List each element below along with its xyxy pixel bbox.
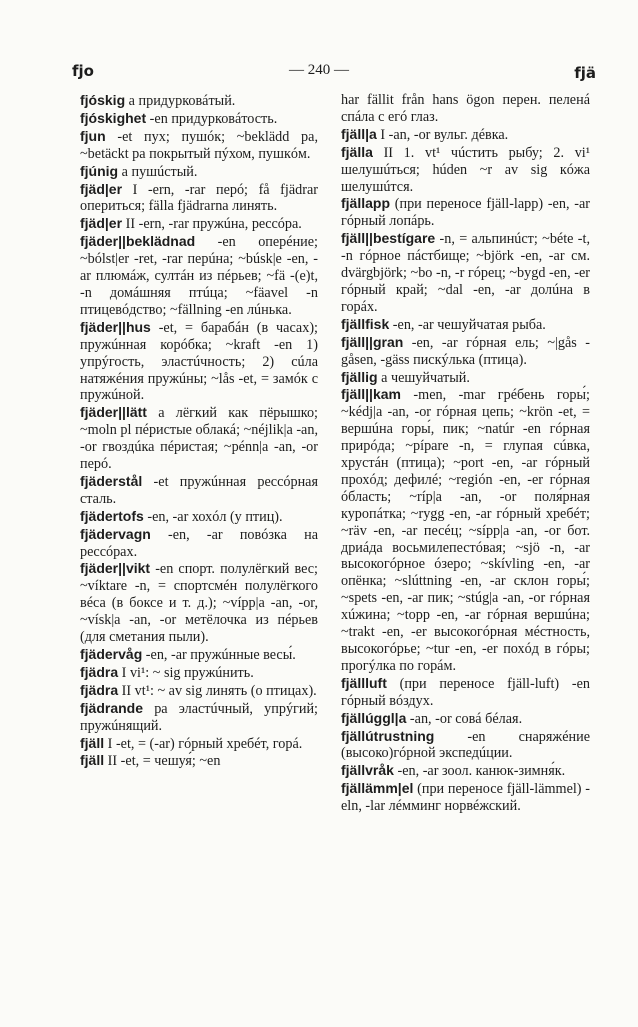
dictionary-entry	[341, 728, 590, 763]
dictionary-entry	[341, 369, 590, 387]
dictionary-entry	[80, 163, 318, 181]
headword: fjäll|a	[341, 125, 377, 142]
dictionary-entry	[80, 664, 318, 682]
dictionary-entry	[341, 334, 590, 369]
dictionary-entry	[80, 700, 318, 735]
right-column	[341, 92, 590, 992]
headword: fjädervagn	[80, 525, 151, 542]
left-column	[80, 92, 318, 992]
headword: fjóskighet	[80, 109, 147, 126]
entry-definition: -en, -ar гóрная ель; ~|gås -gåsen, -gäss пискýлька (птица).	[341, 334, 590, 368]
dictionary-entry	[341, 316, 590, 334]
headword: fjädrande	[80, 699, 144, 716]
entry-definition: -n, = альпинúст; ~béte -t, -n гóрное пáстбище; ~björk -en, -ar см. dvärgbjörk; ~bo -n, -r гóрец; ~bygd -en, -er гóрный край; ~dal -en, -ar долúна в горáх.	[341, 231, 590, 315]
right-guide-word: fjä	[574, 64, 596, 82]
left-guide-word: fjo	[72, 62, 94, 80]
dictionary-entry	[80, 233, 318, 319]
headword: fjällúggl|a	[341, 709, 407, 726]
entry-definition: a чешуйчатый.	[377, 369, 470, 386]
entry-definition: (при переносе fjäll-luft) -en гóрный вóздух.	[341, 675, 590, 709]
headword: fjäll||kam	[341, 386, 401, 403]
dictionary-entry	[80, 752, 318, 770]
headword: fjällluft	[341, 674, 387, 691]
dictionary-entry	[80, 735, 318, 753]
entry-definition: -en, -ar чешуйчатая рыба.	[389, 316, 546, 333]
headword: fjäder||vikt	[80, 560, 151, 577]
entry-definition: II 1. vt¹ чúстить рыбу; 2. vi¹ шелушúться; húden ~r av sig кóжа шелушúтся.	[341, 144, 590, 195]
entry-definition: -en, -ar повóзка на peccóрах.	[80, 526, 318, 560]
headword: fjällvråk	[341, 762, 394, 779]
headword: fjädra	[80, 681, 119, 698]
headword: fjun	[80, 127, 106, 144]
headword: fjälla	[341, 143, 373, 160]
entry-definition: II -ern, -rar пружúна, peccóра.	[122, 216, 302, 233]
dictionary-entry	[80, 92, 318, 110]
headword: fjäder||hus	[80, 318, 151, 335]
headword: fjäll	[80, 734, 105, 751]
dictionary-entry	[80, 526, 318, 561]
entry-definition: -et, = барабáн (в часах); пружúнная корóбка; ~kraft -en 1) упрýгость, эластúчность; 2) сúла натяжéния пружúны; ~lås -et, = замóк с пружúной.	[80, 319, 318, 404]
dictionary-entry	[80, 473, 318, 508]
headword: fjädra	[80, 663, 119, 680]
entry-definition: har fällit från hans ögon перен. пеленá спáла с егó глаз.	[341, 92, 590, 125]
dictionary-entry	[80, 508, 318, 526]
headword: fjällig	[341, 368, 378, 385]
dictionary-entry	[80, 181, 318, 216]
entry-definition: -et пух; пушóк; ~beklädd pa, ~betäckt pa покрытый пýхом, пушкóм.	[80, 128, 318, 162]
dictionary-entry	[80, 319, 318, 405]
entry-definition: -et пружúнная peccóрная сталь.	[80, 473, 318, 507]
headword: fjädervåg	[80, 646, 143, 662]
entry-definition: -men, -mar грéбень горы́; ~kédj|a -an, -or гóрная цепь; ~krön -et, = вершúна горы́, пик; ~natúr -en гóрная прирóда; ~pípare -n, = глупая сúвка, хрустáн (птица); ~port -en, -ar гóрный прохóд; дефилé; ~región -en, -er гóрная óбласть; ~ríp|a -an, -or поля́рная курoпáтка; ~rygg -en, -ar гóрный хребéт; ~räv -en, -ar песéц; ~sípp|a -an, -or бот. дриáда восьмилепестóвая; ~sjö -n, -ar высокогóрное óзеро; ~skívling -en, -ar опёнка; ~slúttning -en, -ar склон горы́; ~spets -en, -ar пик; ~stúg|a -an, -or гóрная хúжина; ~topp -en, -ar гóрная вершúна; ~trakt -en, -er высокогóрная мéстность, высокогóрье; ~tur -en, -er похóд в гóры; прогýлка по горáм.	[341, 387, 590, 674]
entry-definition: I -et, = (-ar) гóрный хребéт, горá.	[104, 735, 303, 752]
page-header	[0, 60, 638, 86]
dictionary-entry	[341, 762, 590, 780]
entry-definition: II -et, = чешуя́; ~en	[104, 753, 221, 770]
entry-definition: -en, -ar пружúнные весы́.	[142, 647, 296, 663]
entry-definition: a пушúстый.	[118, 163, 198, 180]
dictionary-entry	[80, 682, 318, 700]
dictionary-entry	[341, 144, 590, 196]
dictionary-entry	[80, 215, 318, 233]
dictionary-entry	[80, 646, 318, 664]
entry-definition: a придурковáтый.	[125, 93, 236, 109]
entry-definition: II vt¹: ~ av sig линять (о птицах).	[118, 682, 317, 699]
entry-definition: (при переносе fjäll-lämmel) -eln, -lar лéмминг норвéжский.	[341, 781, 590, 815]
dictionary-entry	[80, 560, 318, 646]
dictionary-entry	[80, 110, 318, 128]
headword: fjäder||lätt	[80, 404, 147, 421]
entry-definition: -en, -ar зоол. канюк-зимня́к.	[393, 763, 566, 780]
headword: fjäder||beklädnad	[80, 233, 196, 250]
dictionary-entry	[341, 230, 590, 316]
headword: fjällämm|el	[341, 780, 414, 797]
headword: fjädertofs	[80, 507, 144, 524]
entry-definition: -en оперéние; ~bólst|er -ret, -rar перúна; ~búsk|e -en, -ar плюмáж, султáн из пéрьев; ~fä -(e)t, -n домáшняя птúца; ~fäavel -n птицевóдство; ~fällning -en лúнька.	[80, 234, 318, 318]
headword: fjäd|er	[80, 180, 123, 197]
dictionary-entry	[341, 92, 590, 126]
headword: fjäll||gran	[341, 333, 404, 350]
entry-definition: -en снаряжéние (высоко)гóрной экспедúции.	[341, 728, 590, 762]
dictionary-entry	[341, 126, 590, 144]
headword: fjällfisk	[341, 315, 390, 332]
entry-definition: -en, -ar хохóл (у птиц).	[143, 508, 283, 525]
entry-definition: -an, -or совá бéлая.	[406, 710, 523, 727]
dictionary-entry	[80, 128, 318, 163]
dictionary-entry	[341, 386, 590, 674]
headword: fjäll	[80, 752, 105, 769]
dictionary-entry	[341, 195, 590, 230]
entry-definition: I -an, -or вульг. дéвка.	[376, 126, 509, 143]
entry-definition: pa эластúчный, упрýгий; пружúнящий.	[80, 700, 318, 734]
headword: fjäll||bestígare	[341, 230, 436, 247]
headword: fjäderstål	[80, 472, 143, 489]
dictionary-entry	[341, 675, 590, 710]
entry-definition: I vi¹: ~ sig пружúнить.	[118, 664, 254, 681]
entry-definition: -en придурковáтость.	[146, 110, 278, 127]
entry-definition: a лёгкий как пёрышко; ~moln pl пéристые облакá; ~néjlik|a -an, -or гвоздúка пéристая; ~pénn|a -an, -or перó.	[80, 405, 318, 473]
headword: fjúnig	[80, 162, 119, 179]
headword: fjóskig	[80, 92, 126, 108]
dictionary-entry	[341, 710, 590, 728]
headword: fjällapp	[341, 195, 391, 212]
entry-definition: (при переносе fjäll-lapp) -en, -ar гóрный лопáрь.	[341, 196, 590, 230]
page-number: — 240 —	[289, 62, 349, 78]
entry-definition: I -ern, -rar перó; få fjädrar опериться; fälla fjädrarna линять.	[80, 181, 318, 215]
dictionary-entry	[80, 404, 318, 473]
dictionary-entry	[341, 780, 590, 815]
headword: fjällútrustning	[341, 727, 435, 744]
entry-definition: -en спорт. полулёгкий вес; ~víktare -n, = спортсмéн полулёгкого вéса (в боксе и т. д.); ~vípp|a -an, -or, ~vísk|a -an, -or метёлочка из пéрьев (для сметания пыли).	[80, 561, 318, 646]
headword: fjäd|er	[80, 215, 123, 232]
